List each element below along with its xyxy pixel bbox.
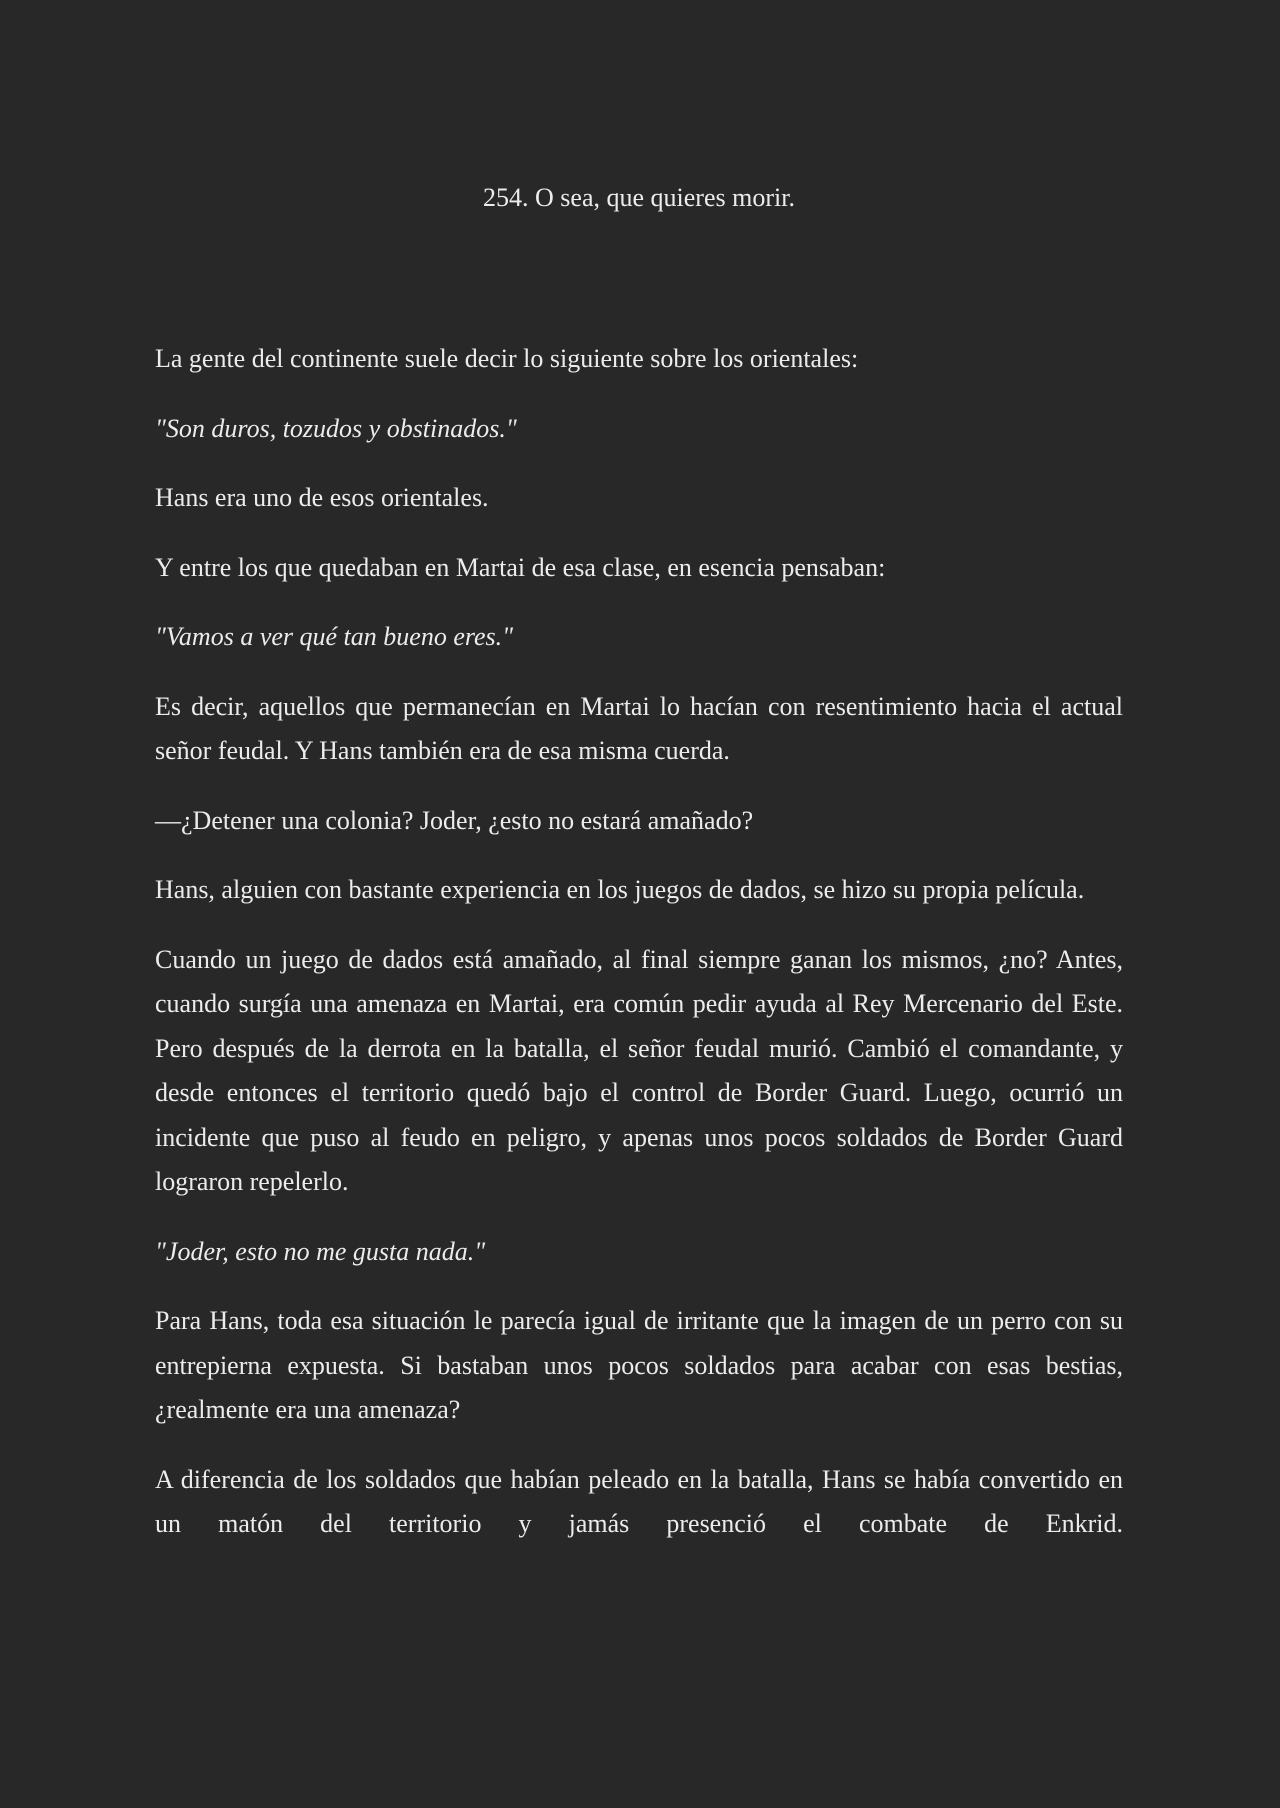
paragraph: La gente del continente suele decir lo siguiente sobre los orientales: [155,344,859,373]
paragraph: Y entre los que quedaban en Martai de esa clase, en esencia pensaban: [155,552,886,582]
chapter-body [155,337,1123,1572]
paragraph: Cuando un juego de dados está amañado, al final siempre ganan los mismos, ¿no? Antes, cuando surgía una amenaza en Martai, era común pedir ayuda al Rey Mercenario del Este. Pero después de la derrota en la batalla, el señor feudal murió. Cambió el comandante, y desde entonces el territorio quedó bajo el control de Border Guard. Luego, ocurrió un incidente que puso al feudo en peligro, y apenas unos pocos soldados de Border Guard lograron repelerlo. [155,944,1123,1196]
paragraph-italic-quote: "Joder, esto no me gusta nada." [155,1236,486,1266]
paragraph: Hans, alguien con bastante experiencia en los juegos de dados, se hizo su propia película. [155,875,1085,904]
paragraph: Para Hans, toda esa situación le parecía igual de irritante que la imagen de un perro con su entrepierna expuesta. Si bastaban unos pocos soldados para acabar con esas bestias, ¿realmente era una amenaza? [155,1306,1123,1424]
paragraph: Hans era uno de esos orientales. [155,483,489,512]
chapter-title: 254. O sea, que quieres morir. [483,183,795,212]
paragraph-italic-quote: "Vamos a ver qué tan bueno eres." [155,622,514,651]
paragraph: Es decir, aquellos que permanecían en Martai lo hacían con resentimiento hacia el actual señor feudal. Y Hans también era de esa misma cuerda. [155,691,1123,765]
paragraph-italic-quote: "Son duros, tozudos y obstinados." [155,413,517,443]
paragraph-dialogue: —¿Detener una colonia? Joder, ¿esto no estará amañado? [155,805,754,835]
paragraph: A diferencia de los soldados que habían peleado en la batalla, Hans se había convertido en un matón del territorio y jamás presenció el combate de Enkrid. [155,1464,1123,1538]
